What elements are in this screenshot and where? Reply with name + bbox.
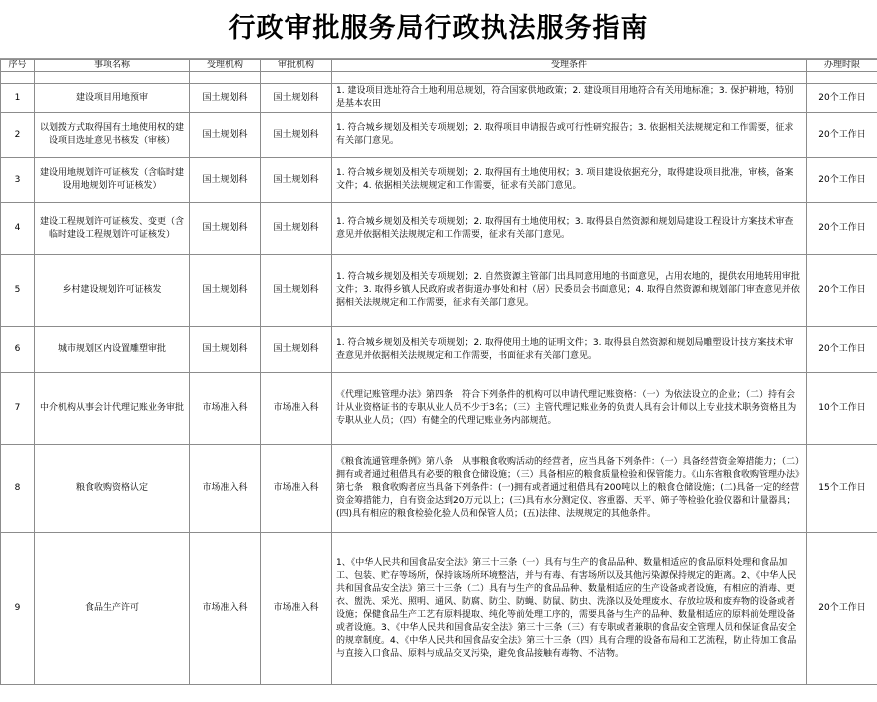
row-time-limit: 20个工作日	[807, 255, 877, 327]
row-time-limit: 20个工作日	[807, 84, 877, 113]
header-item-name: 事项名称	[35, 60, 190, 72]
row-item-name: 建设项目用地预审	[35, 84, 190, 113]
row-approving-agency: 市场准入科	[261, 533, 332, 685]
row-approving-agency: 国土规划科	[261, 158, 332, 203]
row-no: 9	[1, 533, 35, 685]
row-approving-agency: 国土规划科	[261, 255, 332, 327]
table-row	[1, 158, 877, 203]
header-no: 序号	[1, 60, 35, 72]
row-no: 3	[1, 158, 35, 203]
row-time-limit: 20个工作日	[807, 203, 877, 255]
row-accepting-agency: 国土规划科	[190, 113, 261, 158]
row-accepting-agency: 国土规划科	[190, 327, 261, 373]
row-approving-agency: 国土规划科	[261, 327, 332, 373]
row-no: 4	[1, 203, 35, 255]
header-time-limit: 办理时限	[807, 60, 877, 72]
page-title: 行政审批服务局行政执法服务指南	[0, 0, 877, 59]
row-conditions: 1. 符合城乡规划及相关专项规划；2. 取得国有土地使用权；3. 取得县自然资源和规划局建设工程设计方案技术审查意见并依据相关法规规定和工作需要，征求有关部门意见。	[332, 203, 807, 255]
row-approving-agency: 市场准入科	[261, 445, 332, 533]
row-item-name: 乡村建设规划许可证核发	[35, 255, 190, 327]
row-conditions: 1. 符合城乡规划及相关专项规划；2. 取得使用土地的证明文件；3. 取得县自然资源和规划局雕塑设计技方案技术审查意见并依据相关法规规定和工作需要，书面征求有关部门意见。	[332, 327, 807, 373]
row-no: 7	[1, 373, 35, 445]
row-item-name: 以划拨方式取得国有土地使用权的建设项目选址意见书核发（审核）	[35, 113, 190, 158]
row-approving-agency: 市场准入科	[261, 373, 332, 445]
row-item-name: 粮食收购资格认定	[35, 445, 190, 533]
row-time-limit: 10个工作日	[807, 373, 877, 445]
header-accepting-agency: 受理机构	[190, 60, 261, 72]
spacer-row	[1, 72, 877, 84]
table-row	[1, 373, 877, 445]
row-time-limit: 20个工作日	[807, 158, 877, 203]
row-approving-agency: 国土规划科	[261, 203, 332, 255]
row-conditions: 1. 符合城乡规划及相关专项规划；2. 取得国有土地使用权；3. 项目建设依据充分，取得建设项目批准，审核，备案文件；4. 依据相关法规规定和工作需要，征求有关部门意见。	[332, 158, 807, 203]
row-accepting-agency: 市场准入科	[190, 533, 261, 685]
row-item-name: 城市规划区内设置雕塑审批	[35, 327, 190, 373]
table-row	[1, 533, 877, 685]
row-item-name: 食品生产许可	[35, 533, 190, 685]
header-conditions: 受理条件	[332, 60, 807, 72]
row-accepting-agency: 国土规划科	[190, 203, 261, 255]
row-accepting-agency: 国土规划科	[190, 84, 261, 113]
row-approving-agency: 国土规划科	[261, 113, 332, 158]
row-conditions: 1. 符合城乡规划及相关专项规划；2. 取得项目申请报告或可行性研究报告；3. 依据相关法规规定和工作需要，征求有关部门意见。	[332, 113, 807, 158]
row-time-limit: 20个工作日	[807, 533, 877, 685]
row-accepting-agency: 国土规划科	[190, 158, 261, 203]
row-accepting-agency: 市场准入科	[190, 373, 261, 445]
row-approving-agency: 国土规划科	[261, 84, 332, 113]
row-conditions: 1、《中华人民共和国食品安全法》第三十三条（一）具有与生产的食品品种、数量相适应的食品原料处理和食品加工、包装、贮存等场所，保持该场所环境整洁，并与有毒、有害场所以及其他污染源保持规定的距离。2、《中华人民共和国食品安全法》第三十三条（二）具有与生产的食品品种、数量相适应的生产设备或者设施，有相应的消毒、更衣、盥洗、采光、照明、通风、防腐、防尘、防蝇、防鼠、防虫、洗涤以及处理废水、存放垃圾和废弃物的设备或者设施；保健食品生产工艺有原料提取、纯化等前处理工序的，需要具备与生产的品种、数量相适应的原料前处理设备或者设施。3、《中华人民共和国食品安全法》第三十三条（三）有专职或者兼职的食品安全管理人员和保证食品安全的规章制度。4、《中华人民共和国食品安全法》第三十三条（四）具有合理的设备布局和工艺流程，防止待加工食品与直接入口食品、原料与成品交叉污染，避免食品接触有毒物、不洁物。	[332, 533, 807, 685]
row-item-name: 中介机构从事会计代理记账业务审批	[35, 373, 190, 445]
guide-table	[0, 59, 877, 685]
row-conditions: 《代理记账管理办法》第四条 符合下列条件的机构可以申请代理记账资格：（一）为依法设立的企业；（二）持有会计从业资格证书的专职从业人员不少于3名；（三）主管代理记账业务的负责人具有会计师以上专业技术职务资格且为专职从业人员；（四）有健全的代理记账业务内部规范。	[332, 373, 807, 445]
row-conditions: 1. 建设项目选址符合土地利用总规划，符合国家供地政策；2. 建设项目用地符合有关用地标准；3. 保护耕地，特别是基本农田	[332, 84, 807, 113]
row-no: 6	[1, 327, 35, 373]
row-time-limit: 20个工作日	[807, 327, 877, 373]
table-row	[1, 113, 877, 158]
table-row	[1, 327, 877, 373]
row-no: 1	[1, 84, 35, 113]
row-no: 2	[1, 113, 35, 158]
row-item-name: 建设工程规划许可证核发、变更（含临时建设工程规划许可证核发）	[35, 203, 190, 255]
row-no: 5	[1, 255, 35, 327]
header-approving-agency: 审批机构	[261, 60, 332, 72]
row-time-limit: 15个工作日	[807, 445, 877, 533]
row-item-name: 建设用地规划许可证核发（含临时建设用地规划许可证核发）	[35, 158, 190, 203]
row-accepting-agency: 国土规划科	[190, 255, 261, 327]
table-row	[1, 84, 877, 113]
row-accepting-agency: 市场准入科	[190, 445, 261, 533]
table-row	[1, 445, 877, 533]
table-row	[1, 203, 877, 255]
row-conditions: 《粮食流通管理条例》第八条 从事粮食收购活动的经营者，应当具备下列条件：（一）具备经营资金筹措能力；（二）拥有或者通过租借具有必要的粮食仓储设施；（三）具备相应的粮食质量检验和保管能力。《山东省粮食收购管理办法》第七条 粮食收购者应当具备下列条件：(一)拥有或者通过租借具有200吨以上的粮食仓储设施；(二)具备一定的经营资金筹措能力，自有资金达到20万元以上；(三)具有水分测定仪、容重器、天平、筛子等检验化验仪器和计量器具；(四)具有相应的粮食检验化验人员和保管人员；(五)法律、法规规定的其他条件。	[332, 445, 807, 533]
row-conditions: 1. 符合城乡规划及相关专项规划；2. 自然资源主管部门出具同意用地的书面意见，占用农地的，提供农用地转用审批文件；3. 取得乡镇人民政府或者街道办事处和村（居）民委员会书面意见；4. 取得自然资源和规划部门审查意见并依据相关法规规定和工作需要，征求有关部门意见。	[332, 255, 807, 327]
table-row	[1, 255, 877, 327]
header-row	[1, 60, 877, 72]
row-no: 8	[1, 445, 35, 533]
row-time-limit: 20个工作日	[807, 113, 877, 158]
